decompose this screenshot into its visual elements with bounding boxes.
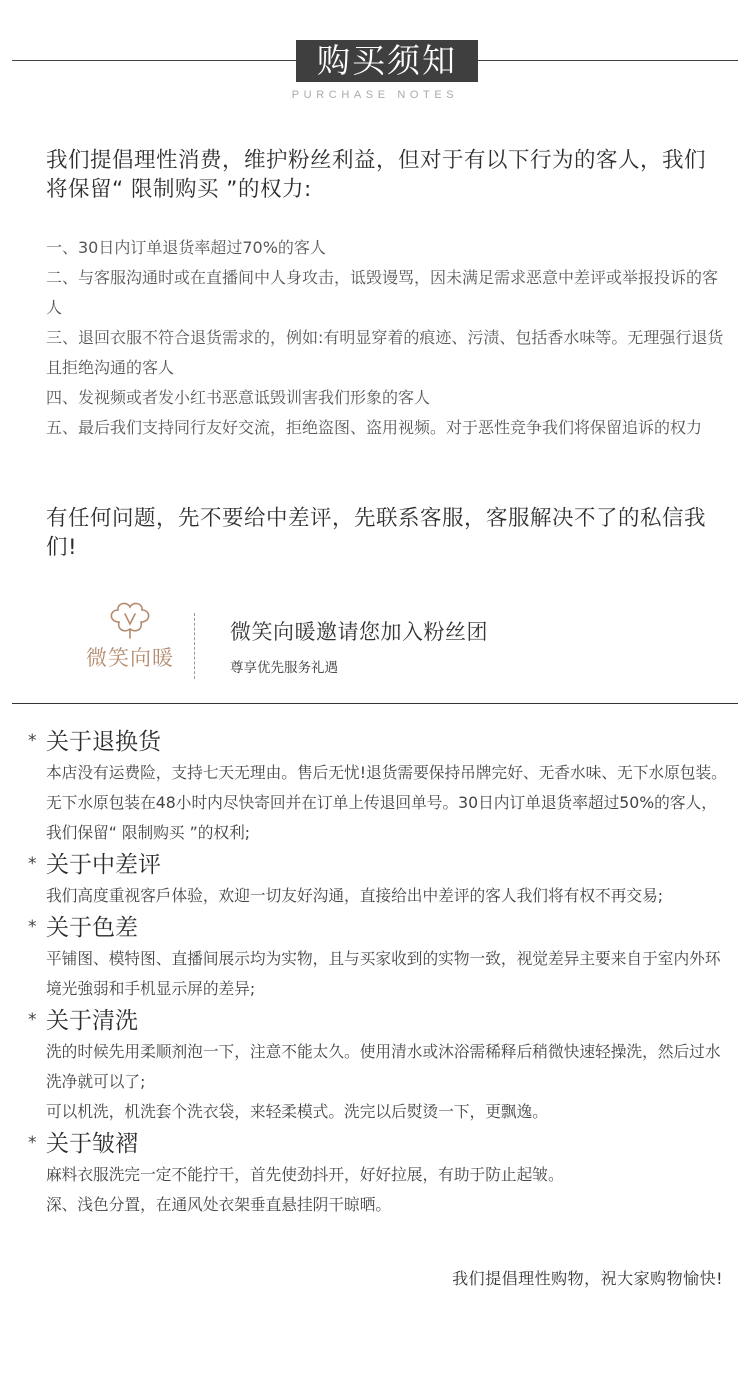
page-title: 购买须知: [296, 40, 478, 82]
section-paragraph: 我们高度重视客戶体验，欢迎一切友好沟通，直接给出中差评的客人我们将有权不再交易;: [46, 886, 664, 905]
star-icon: *: [28, 917, 37, 937]
section-divider: [12, 703, 738, 704]
closing-message: 我们提倡理性购物，祝大家购物愉快!: [452, 1269, 723, 1288]
brand-name: 微笑向暖: [86, 646, 174, 670]
section-title: * 关于色差: [28, 911, 728, 944]
section-color-difference: [28, 911, 728, 1004]
section-paragraph: 深、浅色分置，在通风处衣架垂直悬挂阴干晾晒。: [46, 1195, 392, 1214]
rule-item: 三、退回衣服不符合退货需求的，例如:有明显穿着的痕迹、污渍、包括香水味等。无理强行退货且拒绝沟通的客人: [46, 328, 724, 377]
star-icon: *: [28, 1010, 37, 1030]
rule-item: 五、最后我们支持同行友好交流，拒绝盗图、盗用视频。对于恶性竞争我们将保留追诉的权力: [46, 418, 703, 437]
section-paragraph: 本店没有运费险，支持七天无理由。售后无忧!退货需要保持吊牌完好、无香水味、无下水原包装。无下水原包装在48小时内尽快寄回并在订单上传退回单号。30日内订单退货率超过50%的客人，我们保留“ 限制购买 ”的权利;: [46, 763, 727, 842]
cotton-flower-icon: [105, 600, 155, 640]
contact-note: 有任何问题，先不要给中差评，先联系客服，客服解决不了的私信我们!: [46, 506, 707, 560]
section-title: * 关于皱褶: [28, 1127, 728, 1160]
section-wrinkles: [28, 1127, 728, 1220]
section-title: * 关于中差评: [28, 848, 728, 881]
star-icon: *: [28, 1133, 37, 1153]
star-icon: *: [28, 731, 37, 751]
rule-item: 一、30日内订单退货率超过70%的客人: [46, 238, 326, 257]
header-rule-left: [12, 60, 296, 61]
section-title: * 关于清洗: [28, 1004, 728, 1037]
brand-divider: [194, 613, 195, 679]
page-subtitle: PURCHASE NOTES: [291, 89, 459, 101]
section-washing: [28, 1004, 728, 1127]
star-icon: *: [28, 854, 37, 874]
section-paragraph: 麻料衣服洗完一定不能拧干，首先使劲抖开，好好拉展，有助于防止起皱。: [46, 1165, 564, 1184]
section-returns: [28, 725, 728, 848]
section-paragraph: 洗的时候先用柔顺剂泡一下，注意不能太久。使用清水或沐浴需稀释后稍微快速轻操洗，然后过水洗净就可以了;: [46, 1042, 721, 1091]
section-title: * 关于退换货: [28, 725, 728, 758]
brand-logo: [80, 600, 180, 672]
rule-item: 二、与客服沟通时或在直播间中人身攻击，诋毁谩骂，因未满足需求恶意中差评或举报投诉的客人: [46, 268, 719, 317]
intro-headline: 我们提倡理性消费，维护粉丝利益，但对于有以下行为的客人，我们将保留“ 限制购买 ”的权力:: [46, 148, 707, 202]
policy-sections: [28, 725, 728, 1220]
section-paragraph: 平铺图、模特图、直播间展示均为实物，且与买家收到的实物一致，视觉差异主要来自于室内外环境光強弱和手机显示屏的差异;: [46, 949, 721, 998]
fan-club-invite-subtitle: 尊享优先服务礼遇: [230, 660, 338, 676]
header-rule-right: [478, 60, 738, 61]
section-paragraph: 可以机洗，机洗套个洗衣袋，来轻柔模式。洗完以后熨烫一下，更飘逸。: [46, 1102, 548, 1121]
section-reviews: [28, 848, 728, 911]
fan-club-invite-title: 微笑向暖邀请您加入粉丝团: [230, 620, 488, 644]
rule-item: 四、发视频或者发小红书恶意诋毁训害我们形象的客人: [46, 388, 431, 407]
restriction-rules-list: [46, 233, 730, 443]
